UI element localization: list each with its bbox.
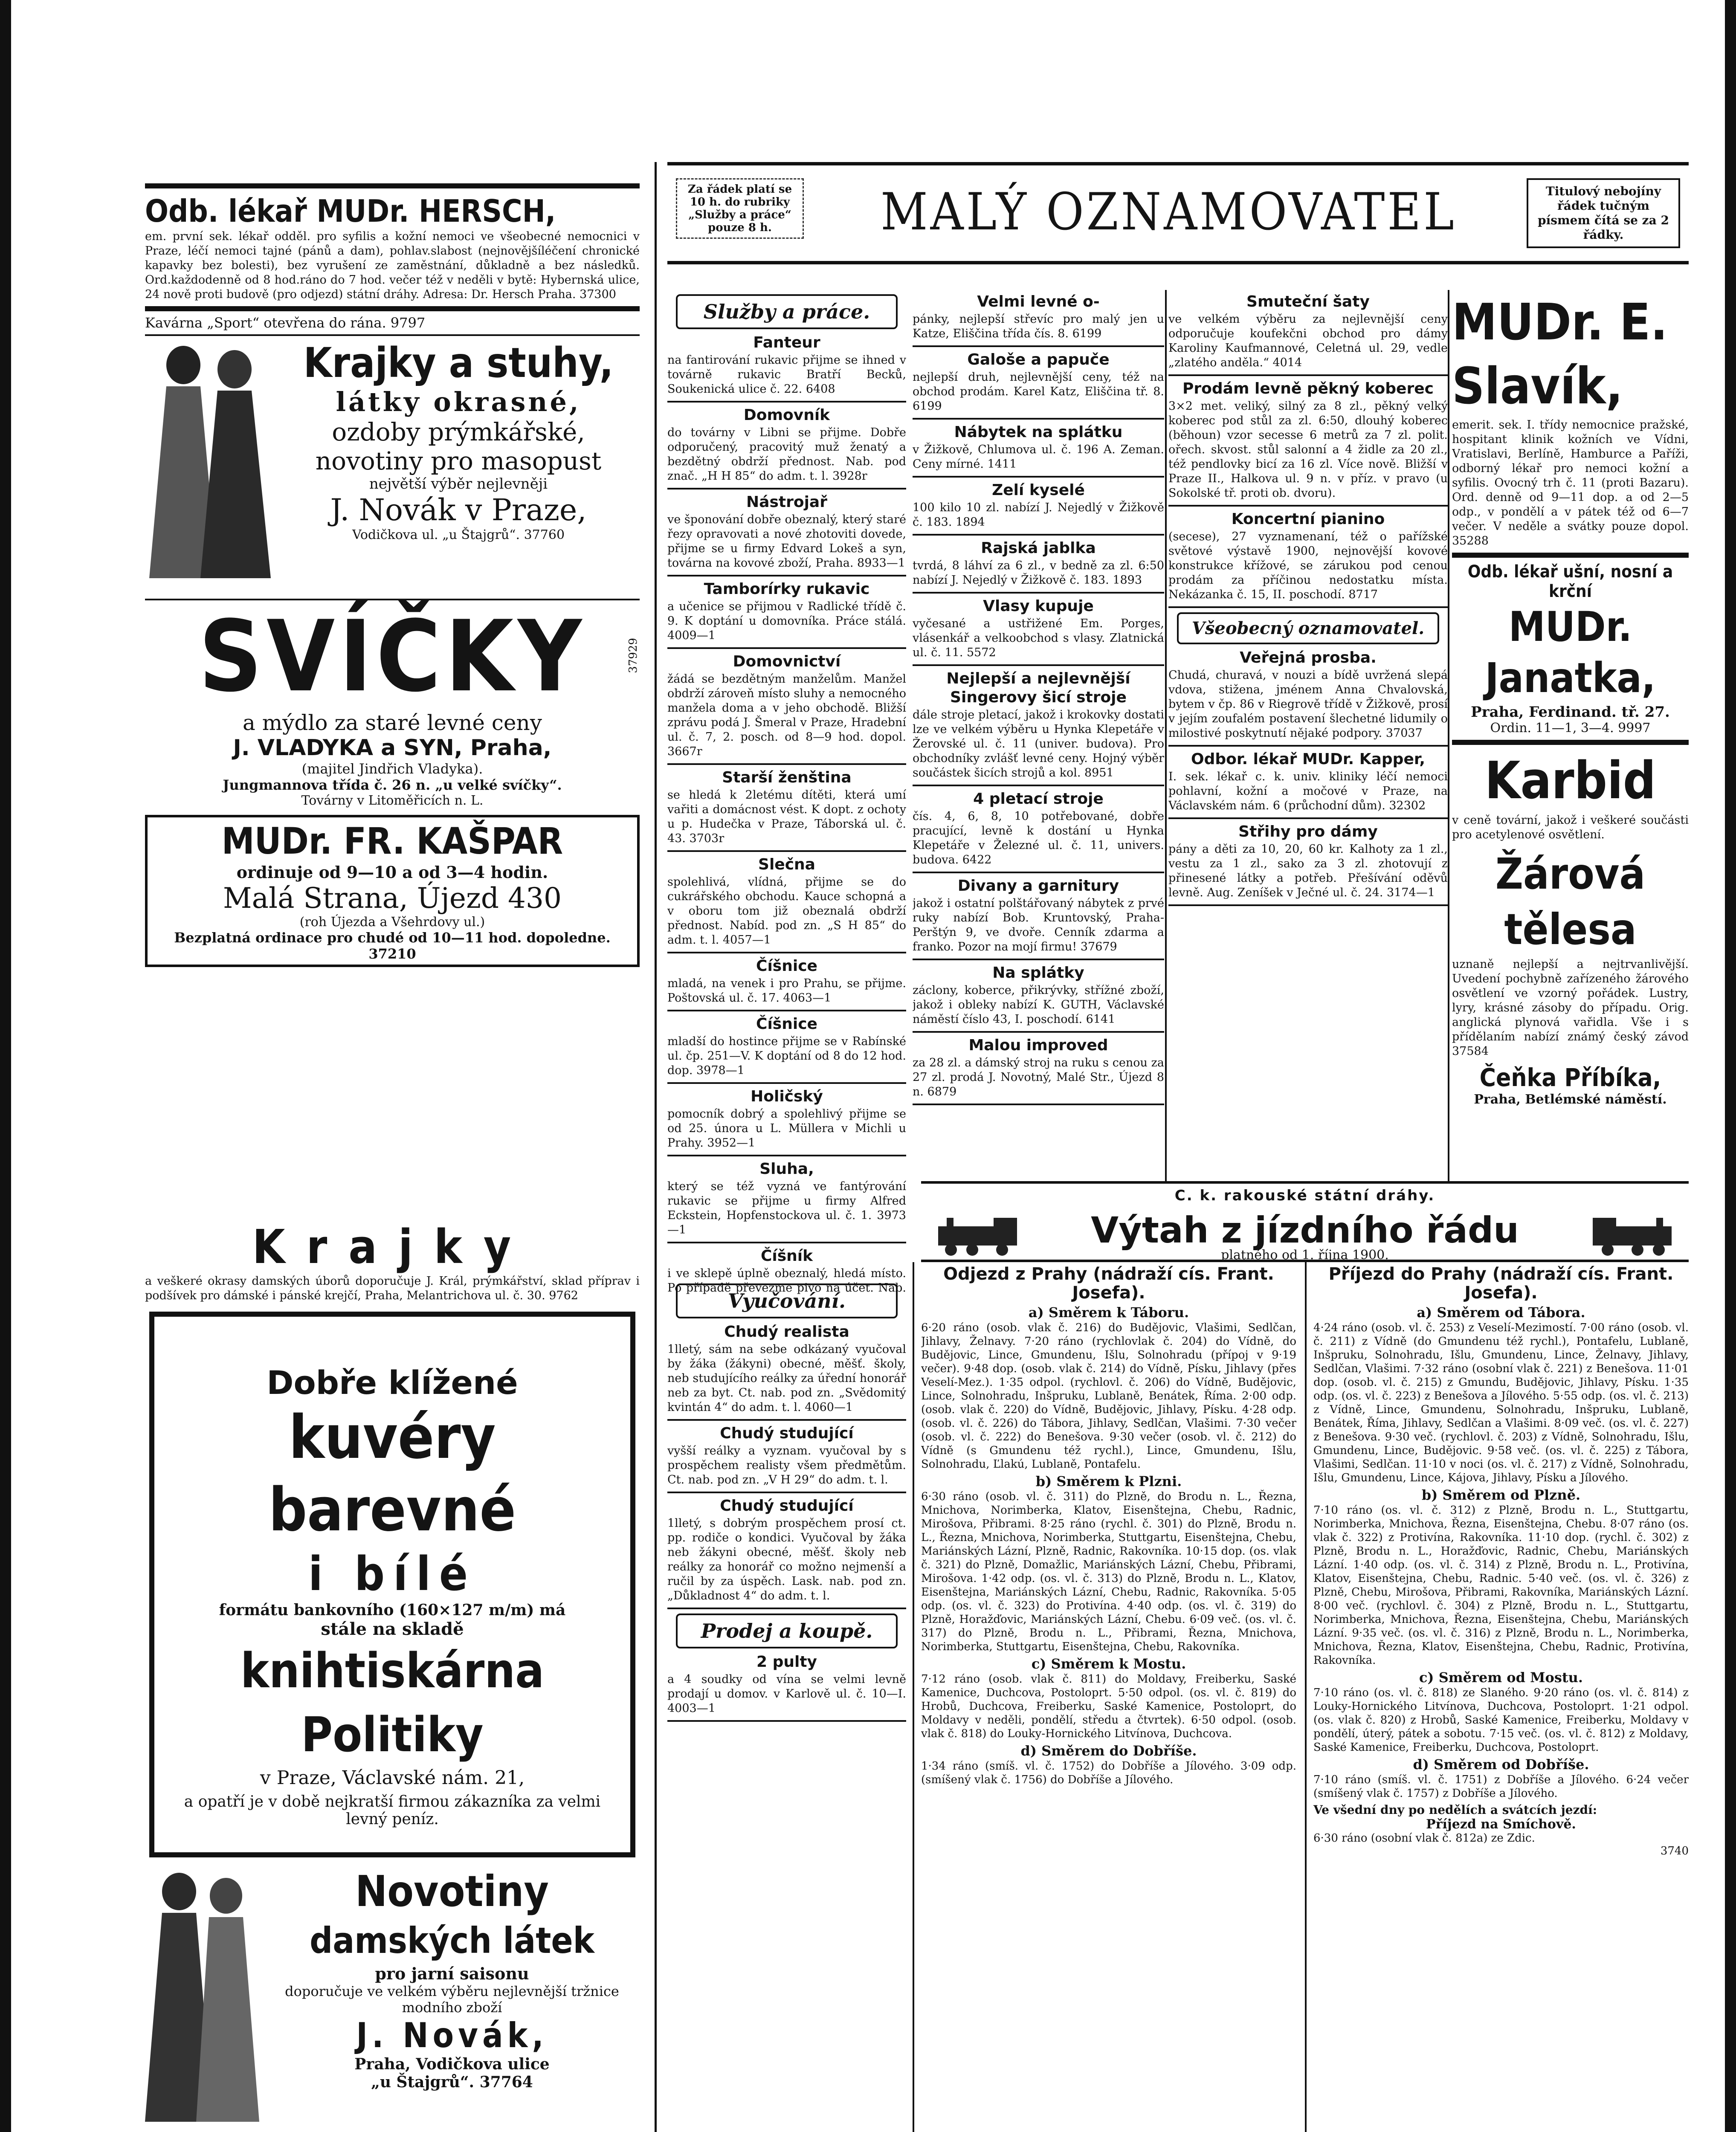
departures-list [921, 1306, 1296, 1787]
kaspar-line: ordinuje od 9—10 a od 3—4 hodin. [236, 863, 548, 882]
novotiny-line: doporučuje ve velkém výběru nejlevnější tržnice modního zboží [285, 1983, 619, 2016]
pribika-address: Praha, Betlémské náměstí. [1474, 1092, 1667, 1107]
ad-heading: Sluha, [759, 1160, 814, 1178]
r2-column [1452, 290, 1689, 1181]
rule [913, 418, 1164, 420]
ad-text: mladá, na venek i pro Prahu, se přijme. Poštovská ul. č. 17. 4063—1 [667, 977, 906, 1005]
krajky-line: novotiny pro masopust [315, 446, 602, 475]
column-divider [1448, 290, 1449, 1181]
kaspar-ad [145, 815, 640, 967]
ad-text: mladší do hostince přijme se v Rabínské ul. čp. 251—V. K doptání od 8 do 12 hod. dop. 3978—1 [667, 1035, 906, 1077]
hersch-text: em. první sek. lékař odděl. pro syfilis a kožní nemoci ve všeobecné nemocnici v Praze, léčí nemoci tajné (pánů a dam), pohlav.slabost (nejnovějšíléčení chronické kapavky bez bolesti), bez vyrušení ze zaměstnání, důkladně a bez následků. Ord.každodenně od 8 hod.ráno do 7 hod. večer též v neděli v bytě: Hybernská ulice, 24 nově proti budově (pro odjezd) státní dráhy. Adresa: Dr. Hersch Praha. 37300 [145, 230, 640, 301]
left-column [145, 179, 640, 1211]
ad-text: jakož i ostatní polštářovaný nábytek z prvé ruky nabízí Bob. Kruntovský, Praha-Perštýn 9, ve dvoře. Cenník zdarma a franko. Pozor na mojí firmu! 37679 [913, 897, 1164, 953]
timetable-subtitle: platného od 1. října 1900. [1221, 1248, 1389, 1263]
timetable-entries: 4·24 ráno (osob. vl. č. 253) z Veselí-Mezimostí. 7·00 ráno (osob. vl. č. 211) z Vídně (do Gmundenu též rychl.), Pontafelu, Lublaně, Inšpruku, Solnohradu, Išlu, Gmundenu, Lince, Želnavy, Jihlavy, Sedlčan, Vlašimi. 7·32 ráno (osobní vlak č. 221) z Benešova. 11·01 dop. (osob. vl. č. 215) z Gmundu, Budějovic, Jihlavy, Písku. 1·35 odp. (os. vl. č. 223) z Benešova a Jílového. 5·55 odp. (os. vl. č. 213) z Vídně, Lince, Gmundenu, Solnohradu, Inšpruku, Lublaně, Benátek, Říma, Jihlavy, Sedlčan a Vlašimi. 8·09 več. (os. vl. č. 227) z Benešova. 9·30 več. (rychlovl. č. 203) z Vídně, Solnohradu, Išlu, Gmundenu, Lince, Budějovic. 9·58 več. (os. vl. č. 225) z Tábora, Vlašimi, Sedlčan. 11·10 v noci (os. vl. č. 217) z Vídně, Solnohradu, Išlu, Gmundenu, Lince, Kájova, Jihlavy, Písku a Jílového. [1313, 1321, 1689, 1484]
krajky-line: největší výběr nejlevněji [369, 475, 548, 492]
pribika-name: Čeňka Příbíka, [1479, 1063, 1661, 1092]
rule [667, 401, 906, 403]
r1c-items [1168, 649, 1448, 906]
rule [1168, 745, 1448, 747]
rule [1452, 740, 1689, 745]
rule [667, 1242, 906, 1243]
rule [1168, 374, 1448, 376]
rule [913, 785, 1164, 786]
column-divider [913, 1262, 914, 2132]
ad-text: 1lletý, sám na sebe odkázaný vyučoval by žáka (žákyni) obecné, měšť. školy, neb studujícího reálky za úřední honorář neb za byt. Ct. nab. pod zn. „Svědomitý kvintán 4“ do adm. t. l. 4060—1 [667, 1343, 906, 1414]
timetable-section-heading: c) Směrem k Mostu. [1031, 1656, 1186, 1672]
ad-text: záclony, koberce, přikrývky, střížné zboží, jakož i obleky nabízí K. GUTH, Václavské náměstí číslo 43, I. poschodí. 6141 [913, 984, 1164, 1026]
arrivals-number: 3740 [1660, 1845, 1689, 1857]
kuvery-line: stále na skladě [321, 1619, 464, 1639]
ad-text: nejlepší druh, nejlevnější ceny, též na obchod prodám. Karel Katz, Eliščina tř. 8. 6199 [913, 371, 1164, 413]
ad-text: vyšší reálky a vyznam. vyučoval by s prospěchem realisty všem předmětům. Ct. nab. pod zn. „V H 29“ do adm. t. l. [667, 1444, 906, 1486]
kuvery-ad [149, 1312, 635, 1857]
ad-heading: Odbor. lékař MUDr. Kapper, [1191, 750, 1426, 768]
ad-heading: Střihy pro dámy [1238, 823, 1378, 840]
rule [667, 1608, 906, 1609]
arrivals-note: 6·30 ráno (osobní vlak č. 812a) ze Zdic. [1313, 1832, 1535, 1845]
ad-text: I. sek. lékař c. k. univ. kliniky léčí nemoci pohlavní, kožní a močové v Praze, na Václavském nám. 6 (průchodní dům). 32302 [1168, 770, 1448, 812]
svicky-line: J. VLADYKA a SYN, Praha, [233, 735, 552, 761]
r1b-items [1168, 293, 1448, 608]
karbid-title: Karbid [1484, 751, 1656, 811]
kuvery-line: knihtiskárna Politiky [240, 1643, 545, 1763]
departures-title: Odjezd z Prahy (nádraží cís. Frant. Josefa). [943, 1264, 1274, 1303]
ad-text: 100 kilo 10 zl. nabízí J. Nejedlý v Žižkově č. 183. 1894 [913, 501, 1164, 529]
mid-items [667, 333, 906, 1296]
rule [145, 334, 640, 336]
rule [667, 952, 906, 953]
novotiny-line: J. Novák, [356, 2016, 548, 2055]
sport-ad: Kavárna „Sport“ otevřena do rána. 9797 [145, 315, 426, 331]
rule [667, 1720, 906, 1722]
ad-heading: Číšník [760, 1247, 813, 1265]
section-header-vyucovani: Vyučování. [676, 1283, 898, 1318]
slavik-text: emerit. sek. I. třídy nemocnice pražské, hospitant klinik kožních ve Vídni, Vratislavi, Berlíně, Hamburce a Paříži, odborný lékař pro nemoci kožní a syfilis. Ovocný trh č. 11 (proti Bazaru). Ord. denně od 9—11 dop. a od 2—5 odp., v pondělí a v pátek též od 6—7 večer. V neděle a svátky pouze dopol. 35288 [1452, 418, 1689, 547]
timetable-entries: 7·10 ráno (os. vl. č. 312) z Plzně, Brodu n. L., Stuttgartu, Norimberka, Mnichova, Řezna, Eisenštejna, Chebu. 8·07 ráno (os. vlak č. 322) z Protivína, Rakovníka. 11·10 dop. (rychl. č. 302) z Plzně, Brodu n. L., Horažďovic, Radnic, Chebu, Mariánských Lázní. 1·40 odp. (os. vl. č. 314) z Plzně, Brodu n. L., Protivína, Klatov, Eisenštejna, Chebu, Radnic. 5·40 več. (os. vl. č. 326) z Plzně, Chebu, Mirošova, Přibrami, Rakovníka, Mariánských Lázní. 8·00 več. (rychlovl. č. 304) z Plzně, Brodu n. L., Stuttgartu, Norimberka, Mnichova, Řezna, Eisenštejna, Chebu, Mariánských Lázní. 9·35 več. (os. vl. č. 316) z Plzně, Brodu n. L., Norimberka, Mnichova, Řezna, Klatov, Eisenštejna, Chebu, Radnic, Protivína, Rakovníka. [1313, 1504, 1689, 1667]
novotiny-line: „u Štajgrů“. 37764 [371, 2073, 533, 2091]
ad-text: se hledá k 2letému dítěti, která umí vařiti a domácnost vést. K dopt. z ochoty u p. Hudečka v Praze, Táborská ul. č. 43. 3703r [667, 788, 906, 845]
rule [913, 872, 1164, 873]
arrivals-list [1313, 1306, 1689, 1800]
ad-text: spolehlivá, vlídná, přijme se do cukrářského obchodu. Kauce schopná a v oboru tom již obeznalá obdrží přednost. Nabíd. pod zn. „S H 85“ do adm. t. l. 4057—1 [667, 875, 906, 947]
svicky-title: SVÍČKY [198, 600, 586, 714]
krajky-line: ozdoby prýmkářské, [332, 417, 585, 446]
mid-column [667, 290, 906, 1296]
column-divider [1165, 290, 1167, 1181]
ad-text: pánky, nejlepší střevíc pro malý jen u Katze, Eliščina třída čís. 8. 6199 [913, 313, 1164, 340]
hersch-title: Odb. lékař MUDr. HERSCH, [145, 193, 556, 229]
column-divider [655, 162, 657, 2132]
mid-items [667, 1653, 906, 1722]
ad-text: žádá se bezdětným manželům. Manžel obdrží zároveň místo sluhy a nemocného manžela doma a v jeho obchodě. Bližší zprávu podá J. Šmeral v Praze, Hradební ul. č. 7, 2. posch. od 8—9 hod. dopol. 3667r [667, 672, 906, 758]
krajky-title: Krajky a stuhy, [303, 339, 614, 387]
arrivals-title: Příjezd do Prahy (nádraží cís. Frant. Josefa). [1328, 1264, 1674, 1303]
ad-heading: Chudý studující [720, 1497, 854, 1515]
ad-heading: Veřejná prosba. [1240, 649, 1377, 666]
ad-heading: Chudý realista [724, 1323, 849, 1341]
r1b-column [1168, 290, 1448, 1181]
column-divider [1305, 1262, 1307, 2132]
novotiny-line: Praha, Vodičkova ulice [354, 2055, 550, 2073]
ad-heading: Číšnice [756, 957, 817, 975]
timetable-section-heading: b) Směrem k Plzni. [1035, 1473, 1182, 1489]
ad-text: i ve sklepě úplně obeznalý, hledá místo. Po případě převezme pivo na účet. Nab. [667, 1267, 906, 1295]
ad-text: tvrdá, 8 láhví za 6 zl., v bedně za zl. 6:50 nabízí J. Nejedlý v Žižkově č. 183. 1893 [913, 559, 1164, 587]
svicky-line: a mýdlo za staré levné ceny [243, 710, 542, 735]
novotiny-ad [145, 1866, 640, 2132]
kuvery-line: v Praze, Václavské nám. 21, [260, 1767, 525, 1789]
ad-heading: Rajská jablka [981, 539, 1096, 557]
krajky2-title: Krajky [252, 1220, 533, 1274]
krajky-line: látky okrasné, [336, 386, 581, 417]
ad-heading: Domovník [743, 406, 830, 424]
ad-text: který se též vyzná ve fantýrování rukavic se přijme u firmy Alfred Eckstein, Hopfenstockova ul. č. 1. 3973—1 [667, 1180, 906, 1237]
rule [667, 488, 906, 490]
ladies-illustration-icon [145, 1866, 260, 2132]
timetable-section-heading: c) Směrem od Mostu. [1419, 1669, 1583, 1686]
ad-heading: Divany a garnitury [957, 877, 1119, 895]
ad-text: dále stroje pletací, jakož i krokovky dostati lze ve velkém výběru u Hynka Klepetáře v Žerovské ul. č. 11 (univer. budova). Pro obchodníky zvlášť levné ceny. Hojný výběr součástek šicích strojů a kol. 8951 [913, 708, 1164, 779]
rule [913, 534, 1164, 536]
ad-heading: Nástrojař [746, 493, 827, 511]
ad-heading: 4 pletací stroje [973, 790, 1104, 808]
rule [913, 1104, 1164, 1105]
section-header-prodej: Prodej a koupě. [676, 1613, 898, 1648]
novotiny-line: pro jarní saisonu [375, 1964, 529, 1983]
r1-items [913, 293, 1164, 1105]
rule [667, 1155, 906, 1156]
timetable-section-heading: b) Směrem od Plzně. [1421, 1487, 1581, 1503]
ad-text: pány a děti za 10, 20, 60 kr. Kalhoty za 1 zl., vestu za 1 zl., sako za 3 zl. zhotovují z přinesené látky a potřeb. Přešívání oděvů levně. Aug. Zeníšek v Ječné ul. č. 24. 3174—1 [1168, 843, 1448, 899]
svicky-line: Továrny v Litoměřicích n. L. [301, 793, 484, 808]
rule [913, 345, 1164, 347]
ad-heading: Prodám levně pěkný koberec [1182, 380, 1434, 397]
rule [145, 183, 640, 188]
ad-heading: Velmi levné o- [977, 293, 1100, 310]
krajky-ad [145, 339, 640, 595]
ad-heading: Holičský [751, 1088, 823, 1105]
timetable-entries: 7·10 ráno (os. vl. č. 818) ze Slaného. 9·20 ráno (os. vl. č. 814) z Louky-Hornického Litvínova, Duchcova, Postoloprt. 1·21 odpol. (os. vlak č. 820) z Hrobů, Saské Kamenice, Freiberku, Moldavy v pondělí, úterý, pátek a sobotu. 7·15 več. (os. vl. č. 812) z Moldavy, Saské Kamenice, Freiberku, Duchcova, Postoloprt. [1313, 1686, 1689, 1754]
kuvery-line: kuvéry barevné [269, 1403, 516, 1545]
slavik-title: MUDr. E. Slavík, [1452, 293, 1668, 415]
masthead-price-box: Za řádek platí se 10 h. do rubriky „Služby a práce“ pouze 8 h. [676, 178, 804, 239]
section-header-sluzby: Služby a práce. [676, 294, 898, 329]
krajky-line: Vodičkova ul. „u Štajgrů“. 37760 [352, 527, 565, 542]
timetable-entries: 6·30 ráno (osob. vl. č. 311) do Plzně, do Brodu n. L., Řezna, Mnichova, Norimberka, Klatov, Eisenštejna, Chebu, Radnic, Mirošova, Přibrami. 8·25 ráno (rychl. č. 301) do Plzně, Brodu n. L., Řezna, Mnichova, Norimberka, Stuttgartu, Eisenštejna, Chebu, Mariánských Lázní, Plzně, Radnic, Rakovníka. 10·15 dop. (os. vlak č. 321) do Plzně, Domažlic, Mariánských Lázní, Chebu, Přibrami, Mirošova. 1·42 odp. (os. vl. č. 313) do Plzně, Brodu n. L., Klatov, Eisenštejna, Mariánských Lázní, Chebu, Radnic, Rakovníka. 5·05 odp. (os. vl. č. 323) do Protivína. 4·40 odp. (os. vl. č. 319) do Plzně, Horažďovic, Mariánských Lázní, Chebu. 6·09 več. (os. vl. č. 317) do Plzně, Brodu n. L., Přibrami, Řezna, Mnichova, Norimberka, Stuttgartu, Eisenštejna, Chebu, Rakovníka. [921, 1490, 1296, 1653]
masthead [667, 162, 1689, 264]
timetable-header [921, 1181, 1689, 1262]
mid-column-lower [667, 1279, 906, 2132]
timetable-entries: 7·12 ráno (osob. vlak č. 811) do Moldavy, Freiberku, Saské Kamenice, Duchcova, Postoloprt. 5·50 odpol. (os. vl. č. 819) do Hrobů, Duchcova, Freiberku, Saské Kamenice, Postoloprt, do Moldavy v neděli, pondělí, středu a čtvrtek). 6·50 odpol. (osob. vlak č. 818) do Louky-Hornického Litvínova, Duchcova. [921, 1673, 1296, 1740]
timetable-title: Výtah z jízdního řádu [1091, 1209, 1519, 1251]
kaspar-title: MUDr. FR. KAŠPAR [221, 820, 563, 863]
ad-heading: Tamborírky rukavic [704, 580, 870, 598]
ad-heading: Smuteční šaty [1246, 293, 1370, 310]
ad-text: vyčesané a ustřižené Em. Porges, vlásenkář a velkoobchod s vlasy. Zlatnická ul. č. 11. 5572 [913, 617, 1164, 659]
ad-text: (secese), 27 vyznamenaní, též o pařížské světové výstavě 1900, nejnovější kovové konstrukce křížové, se zárukou pod cenou prodám za příčinou nedostatku místa. Nekázanka č. 15, II. poschodí. 8717 [1168, 530, 1448, 601]
svicky-line: (majitel Jindřich Vladyka). [301, 761, 483, 777]
kuvery-line: Dobře klížené [267, 1364, 518, 1402]
kuvery-line: formátu bankovního (160×127 m/m) má [219, 1601, 566, 1619]
rule [667, 575, 906, 576]
janatka-line: Ordin. 11—1, 3—4. 9997 [1490, 721, 1651, 736]
mid-items [667, 1323, 906, 1609]
timetable-entries: 1·34 ráno (smíš. vl. č. 1752) do Dobříše a Jílového. 3·09 odp. (smíšený vlak č. 1756) do Dobříše a Jílového. [921, 1760, 1296, 1786]
ad-heading: Slečna [758, 856, 815, 873]
rule [667, 850, 906, 852]
r1-column [913, 290, 1164, 1249]
timetable-section-heading: d) Směrem od Dobříše. [1413, 1756, 1589, 1773]
rule [913, 1031, 1164, 1033]
rule [1168, 904, 1448, 906]
timetable-section-heading: d) Směrem do Dobříše. [1020, 1743, 1197, 1759]
ad-text: 1lletý, s dobrým prospěchem prosí ct. pp. rodiče o kondici. Vyučoval by žáka neb žákyni obecné, měšť. školy neb reálky za honorář co možno nejmenší a ručil by za úspěch. Lask. nab. pod zn. „Důkladnost 4“ do adm. t. l. [667, 1517, 906, 1602]
ad-text: 3×2 met. veliký, silný za 8 zl., pěkný velký koberec pod stůl za zl. 6:50, dlouhý koberec (běhoun) vzor secesse 6 metrů za 7 zl. polit. ořech. skvost. stůl salonní a 4 židle za 20 zl., též pendlovky bicí za 16 zl. Více nově. Bližší v Praze II., Halkova ul. 9 n. v příz. v pravo (u Sokolské tř. proti ob. dvoru). [1168, 400, 1448, 500]
ladies-illustration-icon [145, 339, 273, 595]
left-column-lower [145, 1220, 640, 2132]
arrivals-column [1313, 1262, 1689, 2132]
rule [1168, 817, 1448, 819]
ad-text: a učenice se přijmou v Radlické třídě č. 9. K doptání u domovníka. Práce stálá. 4009—1 [667, 600, 906, 642]
rule [913, 664, 1164, 666]
ad-heading: 2 pulty [756, 1653, 817, 1671]
ad-text: za 28 zl. a dámský stroj na ruku s cenou za 27 zl. prodá J. Novotný, Malé Str., Újezd 8 n. 6879 [913, 1056, 1164, 1098]
kuvery-line: a opatří je v době nejkratší firmou zákazníka za velmi levný peníz. [184, 1793, 601, 1828]
rule [1168, 505, 1448, 507]
janatka-line: MUDr. Janatka, [1485, 603, 1656, 702]
arrivals-note: Příjezd na Smíchově. [1426, 1817, 1576, 1832]
ad-heading: Fanteur [753, 334, 820, 351]
rule [667, 1492, 906, 1493]
krajky-line: J. Novák v Praze, [330, 492, 587, 527]
ad-heading: Starší ženština [722, 769, 852, 786]
rule [145, 306, 640, 311]
arrivals-note: Ve všední dny po nedělích a svátcích jezdí: [1313, 1803, 1597, 1817]
janatka-line: Odb. lékař ušní, nosní a krční [1467, 562, 1673, 601]
ad-text: pomocník dobrý a spolehlivý přijme se od 25. února u L. Müllera v Michli u Prahy. 3952—1 [667, 1107, 906, 1150]
timetable-entries: 7·10 ráno (smíš. vl. č. 1751) z Dobříše a Jílového. 6·24 večer (smíšený vlak č. 1757) z Dobříše a Jílového. [1313, 1773, 1689, 1800]
rule [667, 1419, 906, 1421]
rule [1168, 606, 1448, 608]
section-header-vseobecny: Všeobecný oznamovatel. [1177, 612, 1439, 644]
timetable-entries: 6·20 ráno (osob. vlak č. 216) do Budějovic, Vlašimi, Sedlčan, Jihlavy, Želnavy. 7·20 ráno (rychlovlak č. 204) do Vídně, do Budějovic, Lince, Gmundenu, Išlu, Solnohradu (přípoj v 9·19 večer). 9·48 dop. (osob. vlak č. 214) do Vídně, Písku, Jihlavy (přes Veselí-Mez.). 1·35 odpol. (rychlovl. č. 206) do Vídně, Budějovic, Lince, Solnohradu, Inšpruku, Lublaně, Benátek, Říma. 2·00 odp. (osob. vlak č. 220) do Vídně, Budějovic, Jihlavy, Písku. 4·28 odp. (osob. vl. č. 226) do Tábora, Jihlavy, Sedlčan, Vlašimi. 7·30 večer (osob. vl. č. 222) do Benešova. 9·30 večer (osob. vl. č. 212) do Vídně (s Gmundenu též rychl.), Lince, Gmundenu, Išlu, Solnohradu, Ľlakú, Lublaně, Pontafelu. [921, 1321, 1296, 1471]
ad-heading: Domovnictví [733, 653, 841, 670]
ad-heading: Vlasy kupuje [983, 597, 1094, 615]
ad-heading: Na splátky [992, 964, 1084, 982]
masthead-title: MALÝ OZNAMOVATEL [881, 182, 1457, 242]
ad-text: na fantirování rukavic přijme se ihned v továrně rukavic Bratří Becků, Soukenická ulice č. 22. 6408 [667, 353, 906, 396]
ad-heading: Chudý studující [720, 1425, 854, 1442]
kuvery-line: i bílé [308, 1547, 477, 1601]
timetable-section-heading: a) Směrem k Táboru. [1028, 1304, 1189, 1321]
kaspar-line: (roh Újezda a Všehrdovy ul.) [299, 915, 485, 930]
ad-text: Chudá, churavá, v nouzi a bídě uvržená slepá vdova, stižena, jménem Anna Chvalovská, bytem v čp. 86 v Riegrově třídě v Žižkově, prosí v jejím zoufalém postavení šlechetné lidumily o milostivé poskytnutí nějaké podpory. 37037 [1168, 669, 1448, 740]
rule [667, 1082, 906, 1084]
ad-heading: Nejlepší a nejlevnější Singerovy šicí stroje [946, 670, 1130, 706]
rule [667, 763, 906, 765]
ad-text: a 4 soudky od vína se velmi levně prodají u domov. v Karlově ul. č. 10—I. 4003—1 [667, 1673, 906, 1715]
timetable-section-heading: a) Směrem od Tábora. [1417, 1304, 1585, 1321]
rule [913, 476, 1164, 478]
rule [913, 592, 1164, 594]
ad-heading: Číšnice [756, 1015, 817, 1033]
masthead-note-box: Titulový nebojíny řádek tučným písmem čítá se za 2 řádky. [1527, 178, 1680, 248]
zarova-title: Žárová tělesa [1495, 849, 1646, 954]
ad-text: do továrny v Libni se přijme. Dobře odporučený, pracovitý muž ženatý a bezdětný obdrží přednost. Nab. pod znač. „H H 85“ do adm. t. l. 3928r [667, 426, 906, 483]
kaspar-line: Malá Strana, Újezd 430 [223, 882, 562, 915]
departures-column [921, 1262, 1296, 2132]
kaspar-line: Bezplatná ordinace pro chudé od 10—11 hod. dopoledne. 37210 [174, 930, 611, 962]
ad-heading: Malou improved [968, 1037, 1108, 1054]
rule [1452, 553, 1689, 558]
ad-text: ve šponování dobře obeznalý, který staré řezy opravovati a nové zhotoviti dovede, přijme se u firmy Edvard Lokeš a syn, továrna na kovové zboží, Praha. 8933—1 [667, 513, 906, 570]
karbid-text: v ceně tovární, jakož i veškeré součásti pro acetylenové osvětlení. [1452, 814, 1689, 841]
zarova-text: uznaně nejlepší a nejtrvanlivější. Uvedení pochybně zařízeného žárového osvětlení ve vzorný pořádek. Lustry, lyry, krásné zásoby do případu. Orig. anglická plynová vařidla. Vše i s přídělaním nabízí známý český závod 37584 [1452, 958, 1689, 1058]
novotiny-line: damských látek [310, 1920, 594, 1961]
svicky-line: Jungmannova třída č. 26 n. „u velké svíčky“. [223, 777, 562, 793]
ad-heading: Galoše a papuče [967, 351, 1110, 368]
ad-text: čís. 4, 6, 8, 10 potřebované, dobře pracující, levně k dostání u Hynka Klepetáře v Železné ul. č. 11, univers. budova. 6422 [913, 810, 1164, 866]
krajky2-text: a veškeré okrasy damských úborů doporučuje J. Král, prýmkářství, sklad příprav i podšívek pro dámské i pánské krejčí, Praha, Melantrichova ul. č. 30. 9762 [145, 1275, 640, 1302]
rule [913, 959, 1164, 960]
ad-heading: Koncertní pianino [1231, 510, 1385, 528]
ad-heading: Zelí kyselé [992, 481, 1085, 499]
novotiny-line: Novotiny [355, 1866, 549, 1916]
ad-text: ve velkém výběru za nejlevnější ceny odporučuje koufekčni obchod pro dámy Karoliny Kaufmannové, Celetná ul. 29, vedle „zlatého anděla.“ 4014 [1168, 313, 1448, 369]
ad-text: v Žižkově, Chlumova ul. č. 196 A. Zeman. Ceny mírné. 1411 [913, 443, 1164, 471]
rule [667, 647, 906, 649]
janatka-line: Praha, Ferdinand. tř. 27. [1471, 704, 1670, 721]
ad-heading: Nábytek na splátku [954, 423, 1123, 441]
rule [667, 1010, 906, 1011]
railway-name: C. k. rakouské státní dráhy. [1174, 1187, 1435, 1204]
svicky-number: 37929 [627, 638, 640, 673]
